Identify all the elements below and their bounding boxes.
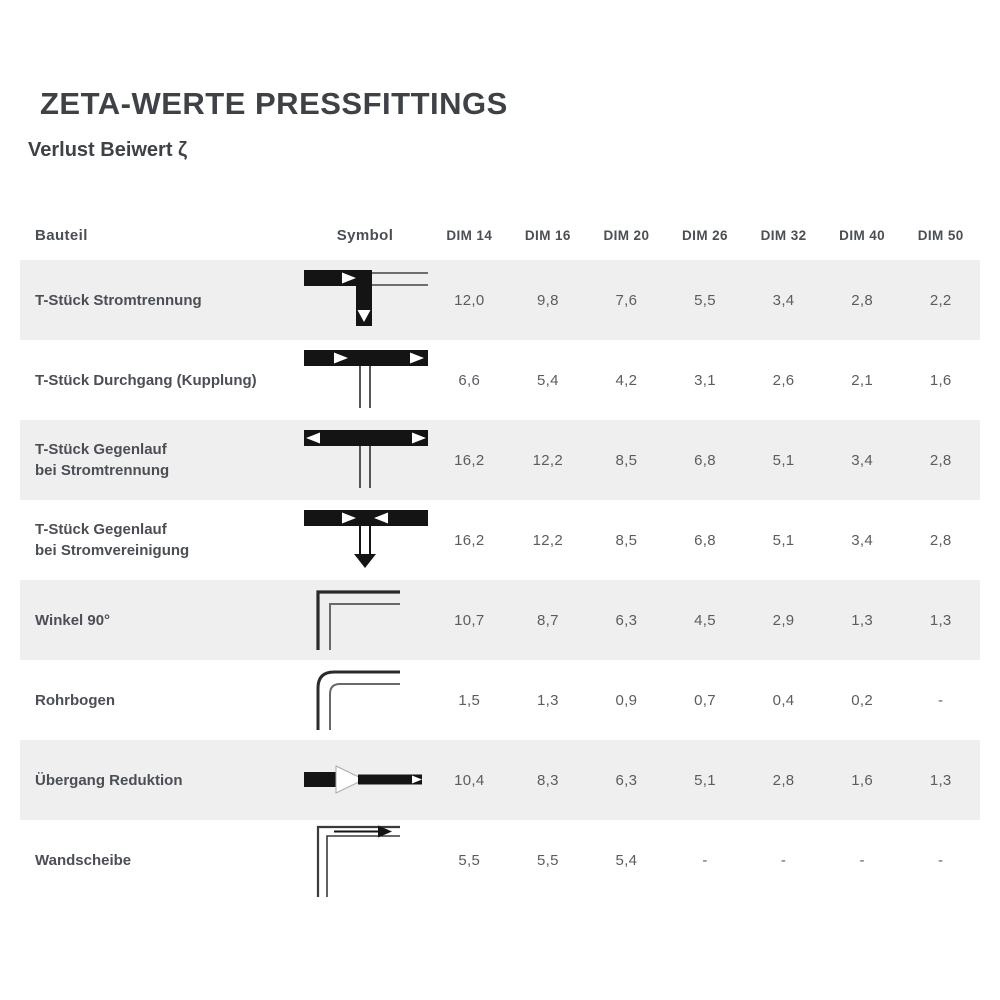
zeta-value-cell: 12,2 bbox=[532, 531, 564, 549]
table-row bbox=[20, 820, 980, 900]
column-header-dim32: DIM 32 bbox=[760, 227, 807, 243]
bauteil-cell bbox=[20, 290, 300, 311]
elbow-90-icon bbox=[300, 584, 430, 656]
zeta-value-cell: 1,3 bbox=[536, 691, 559, 709]
column-header-bauteil: Bauteil bbox=[35, 226, 88, 244]
zeta-value-cell: 1,6 bbox=[851, 771, 874, 789]
bauteil-label: Winkel 90° bbox=[35, 611, 111, 629]
bauteil-cell bbox=[20, 519, 300, 561]
tee-pass-through-icon bbox=[300, 344, 430, 416]
zeta-value-cell: - bbox=[938, 851, 944, 869]
zeta-value-cell: - bbox=[702, 851, 708, 869]
bauteil-label: T-Stück Gegenlauf bbox=[35, 521, 167, 538]
zeta-value-cell: 5,4 bbox=[536, 371, 559, 389]
column-header-dim40: DIM 40 bbox=[839, 227, 886, 243]
column-header-dim26: DIM 26 bbox=[682, 227, 728, 243]
symbol-cell bbox=[300, 504, 430, 576]
zeta-value-cell: - bbox=[780, 851, 787, 869]
zeta-value-cell: 1,3 bbox=[929, 771, 952, 789]
symbol-cell bbox=[300, 264, 430, 336]
bauteil-cell bbox=[20, 850, 300, 871]
bauteil-cell bbox=[20, 690, 300, 711]
table-row bbox=[20, 420, 980, 500]
symbol-cell bbox=[300, 344, 430, 416]
symbol-cell bbox=[300, 744, 430, 816]
zeta-value-cell: 6,3 bbox=[615, 611, 638, 629]
zeta-value-cell: 2,2 bbox=[929, 291, 952, 309]
zeta-value-cell: 3,4 bbox=[851, 531, 874, 549]
symbol-cell bbox=[300, 664, 430, 736]
zeta-value-cell: 16,2 bbox=[454, 451, 485, 469]
column-header-dim16: DIM 16 bbox=[524, 227, 571, 243]
zeta-value-cell: 0,9 bbox=[615, 691, 638, 709]
zeta-value-cell: 9,8 bbox=[536, 291, 559, 309]
table-row bbox=[20, 580, 980, 660]
zeta-value-cell: 1,5 bbox=[458, 691, 481, 709]
zeta-value-cell: 16,2 bbox=[454, 531, 485, 549]
table-header-row bbox=[20, 210, 980, 260]
zeta-value-cell: 6,8 bbox=[694, 451, 716, 469]
zeta-value-cell: 1,3 bbox=[929, 611, 952, 629]
symbol-cell bbox=[300, 424, 430, 496]
zeta-value-cell: 2,8 bbox=[851, 291, 874, 309]
reducer-transition-icon bbox=[300, 744, 430, 816]
zeta-value-cell: 8,5 bbox=[615, 531, 638, 549]
zeta-value-cell: 4,2 bbox=[615, 371, 638, 389]
zeta-value-cell: 8,7 bbox=[536, 611, 559, 629]
zeta-value-cell: 2,8 bbox=[929, 531, 952, 549]
zeta-value-cell: 5,1 bbox=[694, 771, 716, 789]
zeta-value-cell: 3,4 bbox=[851, 451, 874, 469]
bauteil-label: T-Stück Durchgang (Kupplung) bbox=[35, 371, 257, 389]
table-row bbox=[20, 260, 980, 340]
zeta-value-cell: 12,0 bbox=[454, 291, 485, 309]
zeta-value-cell: 2,1 bbox=[851, 371, 874, 389]
page-header bbox=[0, 0, 1000, 162]
zeta-value-cell: - bbox=[859, 851, 865, 869]
zeta-value-cell: 10,4 bbox=[454, 771, 485, 789]
page-subtitle: Verlust Beiwert ζ bbox=[28, 139, 188, 161]
zeta-value-cell: 2,9 bbox=[772, 611, 795, 629]
bauteil-cell bbox=[20, 610, 300, 631]
bauteil-cell bbox=[20, 439, 300, 481]
zeta-value-cell: 5,5 bbox=[458, 851, 481, 869]
zeta-value-cell: 5,1 bbox=[772, 531, 795, 549]
bauteil-label: Rohrbogen bbox=[35, 691, 115, 709]
zeta-value-cell: 4,5 bbox=[694, 611, 716, 629]
zeta-value-cell: 1,3 bbox=[851, 611, 874, 629]
zeta-value-cell: 2,6 bbox=[772, 371, 795, 389]
table-row bbox=[20, 500, 980, 580]
tee-flow-separation-icon bbox=[300, 264, 430, 336]
zeta-value-cell: 6,6 bbox=[458, 371, 481, 389]
zeta-value-cell: 3,1 bbox=[694, 371, 716, 389]
zeta-value-cell: 1,6 bbox=[929, 371, 952, 389]
column-header-dim50: DIM 50 bbox=[917, 227, 964, 243]
table-row bbox=[20, 740, 980, 820]
tee-counterflow-separation-icon bbox=[300, 424, 430, 496]
zeta-value-cell: 0,4 bbox=[772, 691, 795, 709]
zeta-value-cell: - bbox=[938, 691, 944, 709]
zeta-value-cell: 8,3 bbox=[536, 771, 559, 789]
column-header-dim20: DIM 20 bbox=[603, 227, 650, 243]
zeta-value-cell: 2,8 bbox=[929, 451, 952, 469]
zeta-value-cell: 5,4 bbox=[615, 851, 638, 869]
column-header-dim14: DIM 14 bbox=[446, 227, 493, 243]
bauteil-label: T-Stück Gegenlauf bbox=[35, 441, 167, 458]
bauteil-label: Wandscheibe bbox=[35, 851, 132, 869]
zeta-value-cell: 12,2 bbox=[532, 451, 564, 469]
bauteil-cell bbox=[20, 370, 300, 391]
zeta-value-cell: 5,5 bbox=[694, 291, 716, 309]
column-header-symbol: Symbol bbox=[336, 226, 394, 244]
zeta-value-cell: 2,8 bbox=[772, 771, 795, 789]
bauteil-label: T-Stück Stromtrennung bbox=[35, 291, 202, 309]
pipe-bend-icon bbox=[300, 664, 430, 736]
bauteil-label-line2: bei Stromvereinigung bbox=[35, 542, 190, 559]
bauteil-label: Übergang Reduktion bbox=[35, 771, 183, 789]
zeta-value-cell: 6,8 bbox=[694, 531, 716, 549]
zeta-value-cell: 3,4 bbox=[772, 291, 795, 309]
symbol-cell bbox=[300, 584, 430, 656]
zeta-value-cell: 5,5 bbox=[536, 851, 559, 869]
zeta-value-cell: 8,5 bbox=[615, 451, 638, 469]
zeta-value-cell: 10,7 bbox=[454, 611, 485, 629]
zeta-value-cell: 7,6 bbox=[615, 291, 638, 309]
zeta-value-cell: 0,7 bbox=[694, 691, 716, 709]
table-row bbox=[20, 660, 980, 740]
symbol-cell bbox=[300, 821, 430, 899]
zeta-value-cell: 0,2 bbox=[851, 691, 874, 709]
bauteil-cell bbox=[20, 770, 300, 791]
page-title: ZETA-WERTE PRESSFITTINGS bbox=[40, 86, 508, 121]
zeta-values-table bbox=[20, 210, 980, 900]
wall-plate-elbow-icon bbox=[300, 821, 430, 899]
zeta-value-cell: 6,3 bbox=[615, 771, 638, 789]
table-row bbox=[20, 340, 980, 420]
tee-counterflow-merging-icon bbox=[300, 504, 430, 576]
bauteil-label-line2: bei Stromtrennung bbox=[35, 462, 170, 479]
zeta-value-cell: 5,1 bbox=[772, 451, 795, 469]
